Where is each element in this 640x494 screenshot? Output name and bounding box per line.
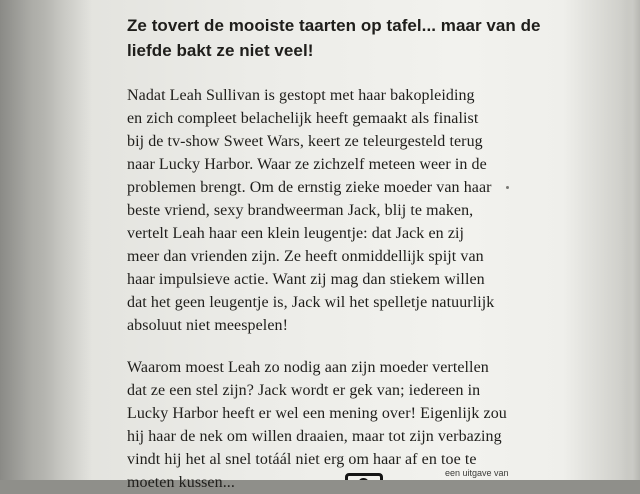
right-page-edge [625,0,640,480]
synopsis-line: dat ze een stel zijn? Jack wordt er gek van; iedereen in [127,382,481,399]
dust-speck [506,186,509,189]
synopsis-line: naar Lucky Harbor. Waar ze zichzelf meteen weer in de [127,156,487,173]
left-page-shadow [0,0,92,480]
synopsis-line: Waarom moest Leah zo nodig aan zijn moeder vertellen [127,359,489,376]
synopsis-line: haar impulsieve actie. Want zij mag dan stiekem willen [127,271,485,288]
tagline-line: liefde bakt ze niet veel! [127,41,314,60]
synopsis-line: problemen brengt. Om de ernstig zieke moeder van haar [127,179,492,196]
synopsis-line: hij haar de nek om willen draaien, maar tot zijn verbazing [127,428,502,445]
synopsis-line: beste vriend, sexy brandweerman Jack, blij te maken, [127,202,474,219]
synopsis-line: Lucky Harbor heeft er wel een mening over! Eigenlijk zou [127,405,507,422]
publisher-text: een uitgave van [445,468,509,478]
publisher-area [345,468,565,480]
synopsis-line: dat het geen leugentje is, Jack wil het spelletje natuurlijk [127,294,495,311]
synopsis-line: moeten kussen... [127,474,235,491]
back-cover-copy [127,13,547,494]
synopsis-line: meer dan vrienden zijn. Ze heeft onmiddellijk spijt van [127,248,484,265]
synopsis-line: vindt hij het al snel totáál niet erg om haar af en toe te [127,451,477,468]
tagline-line: Ze tovert de mooiste taarten op tafel... maar van de [127,16,541,35]
synopsis-line: absoluut niet meespelen! [127,317,288,334]
synopsis-paragraph-1 [127,84,547,337]
synopsis-line: bij de tv-show Sweet Wars, keert ze teleurgesteld terug [127,133,483,150]
tagline [127,13,547,63]
publisher-logo-icon [345,473,383,480]
synopsis-line: en zich compleet belachelijk heeft gemaakt als finalist [127,110,479,127]
synopsis-line: vertelt Leah haar een klein leugentje: dat Jack en zij [127,225,465,242]
synopsis-line: Nadat Leah Sullivan is gestopt met haar bakopleiding [127,87,475,104]
